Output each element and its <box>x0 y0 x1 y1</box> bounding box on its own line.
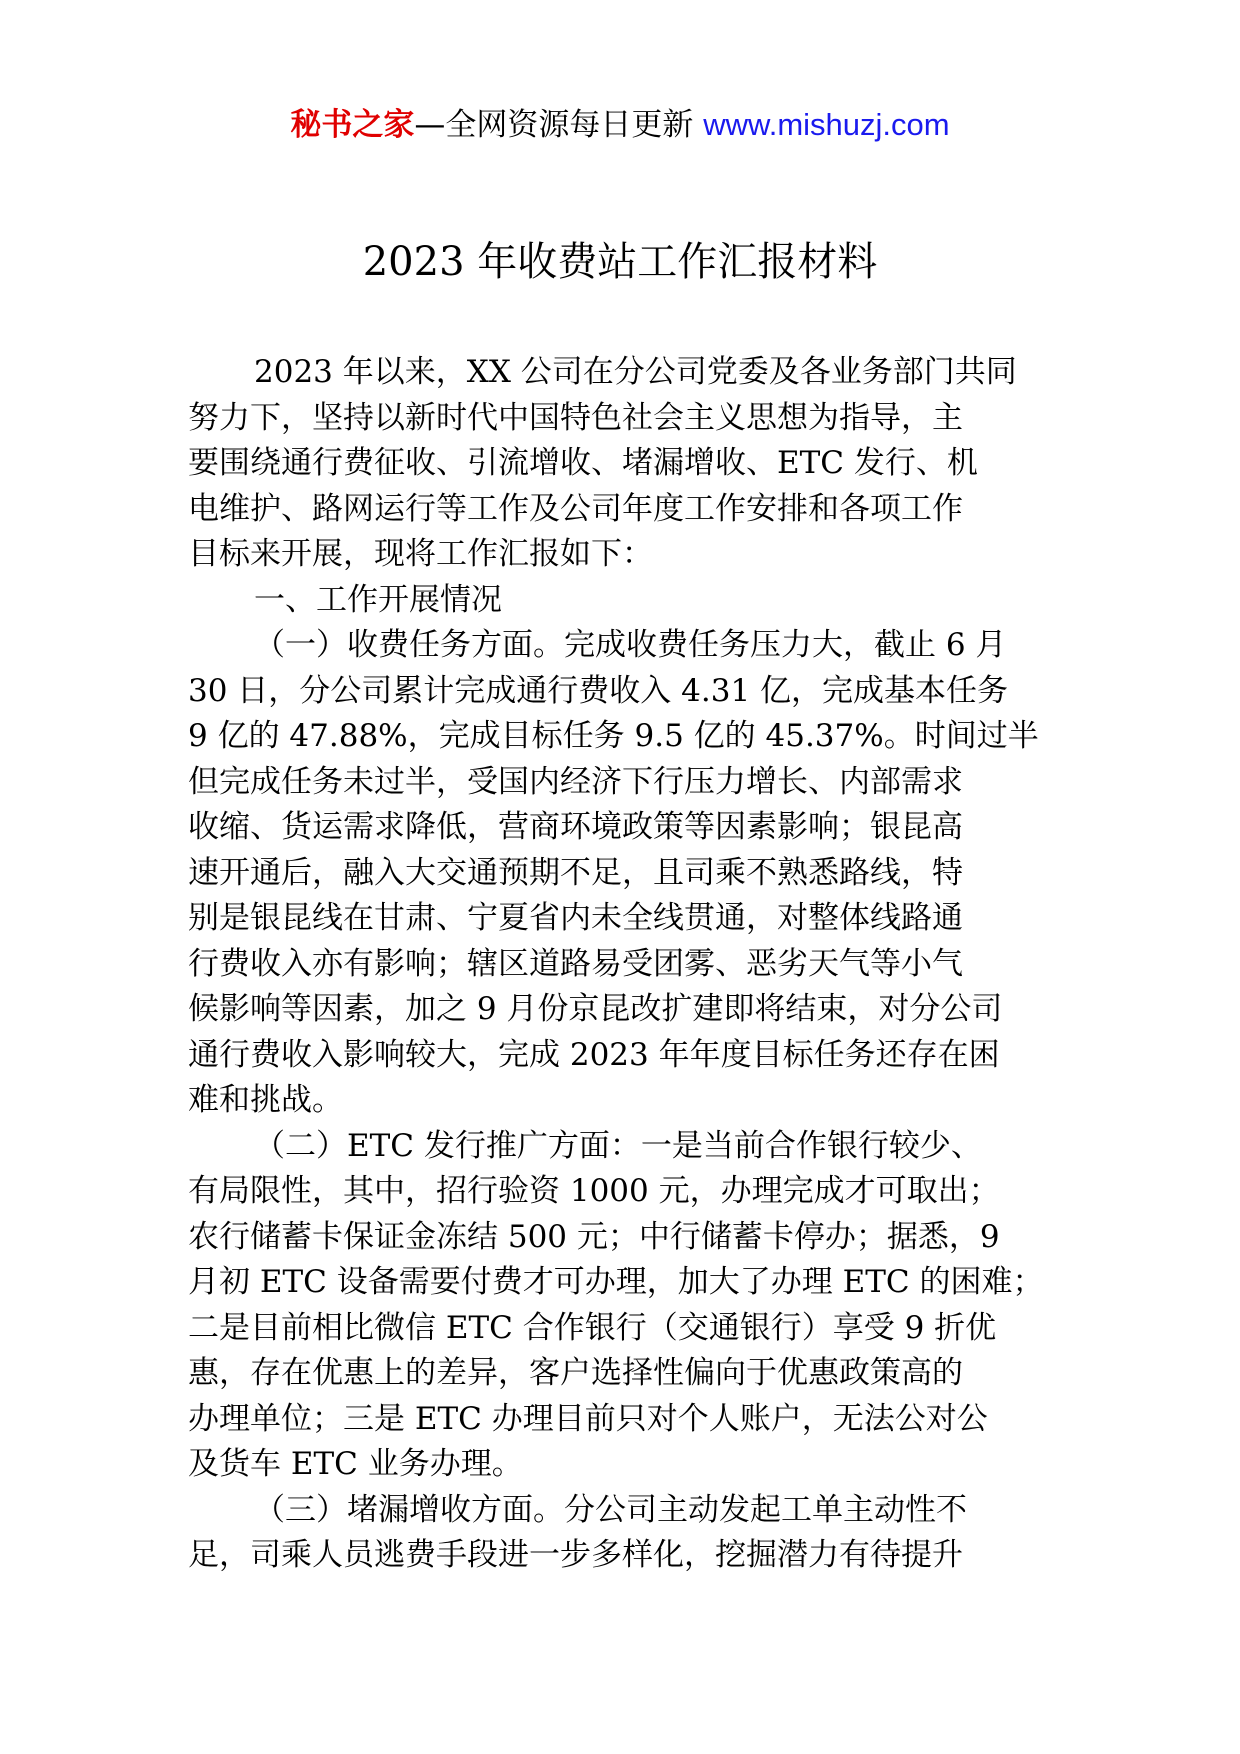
text-line: （三）堵漏增收方面。分公司主动发起工单主动性不 <box>254 1491 967 1528</box>
text-line: 有局限性，其中，招行验资 1000 元，办理完成才可取出； <box>188 1173 1000 1209</box>
text-line: 要围绕通行费征收、引流增收、堵漏增收、ETC 发行、机 <box>188 445 978 481</box>
document-title: 2023 年收费站工作汇报材料 <box>362 239 878 285</box>
brand-name: 秘书之家 <box>290 107 415 143</box>
text-line: 月初 ETC 设备需要付费才可办理，加大了办理 ETC 的困难； <box>188 1264 1044 1300</box>
text-line: 候影响等因素，加之 9 月份京昆改扩建即将结束，对分公司 <box>188 991 1003 1027</box>
text-line: 及货车 ETC 业务办理。 <box>188 1446 523 1482</box>
text-line: 30 日，分公司累计完成通行费收入 4.31 亿，完成基本任务 <box>188 672 1009 709</box>
text-line: 努力下，坚持以新时代中国特色社会主义思想为指导，主 <box>188 399 963 436</box>
text-line: （二）ETC 发行推广方面：一是当前合作银行较少、 <box>254 1127 982 1164</box>
text-line: 行费收入亦有影响；辖区道路易受团雾、恶劣天气等小气 <box>188 945 963 982</box>
text-line: 足，司乘人员逃费手段进一步多样化，挖掘潜力有待提升 <box>188 1537 963 1573</box>
text-line: 9 亿的 47.88%，完成目标任务 9.5 亿的 45.37%。时间过半 <box>188 718 1039 754</box>
text-line: （一）收费任务方面。完成收费任务压力大，截止 6 月 <box>254 627 1007 663</box>
document-body <box>188 350 1088 1579</box>
text-line: 别是银昆线在甘肃、宁夏省内未全线贯通，对整体线路通 <box>188 900 963 936</box>
header-tagline: —全网资源每日更新 <box>414 107 694 143</box>
text-line: 惠，存在优惠上的差异，客户选择性偏向于优惠政策高的 <box>188 1355 963 1391</box>
text-line: 电维护、路网运行等工作及公司年度工作安排和各项工作 <box>188 490 963 527</box>
site-url[interactable]: www.mishuzj.com <box>703 107 950 142</box>
text-line: 但完成任务未过半，受国内经济下行压力增长、内部需求 <box>188 763 963 800</box>
site-header <box>0 100 1240 150</box>
text-line: 办理单位；三是 ETC 办理目前只对个人账户，无法公对公 <box>188 1400 988 1437</box>
text-line: 通行费收入影响较大，完成 2023 年年度目标任务还存在困 <box>188 1036 1000 1073</box>
text-line: 目标来开展，现将工作汇报如下： <box>188 536 653 572</box>
text-line: 农行储蓄卡保证金冻结 500 元；中行储蓄卡停办；据悉，9 <box>188 1218 1000 1255</box>
text-line: 难和挑战。 <box>188 1082 343 1118</box>
text-line: 二是目前相比微信 ETC 合作银行（交通银行）享受 9 折优 <box>188 1309 997 1346</box>
text-line: 速开通后，融入大交通预期不足，且司乘不熟悉路线，特 <box>188 854 963 891</box>
section-heading: 一、工作开展情况 <box>254 581 502 618</box>
text-line: 收缩、货运需求降低，营商环境政策等因素影响；银昆高 <box>188 809 963 845</box>
text-line: 2023 年以来，XX 公司在分公司党委及各业务部门共同 <box>254 354 1017 390</box>
